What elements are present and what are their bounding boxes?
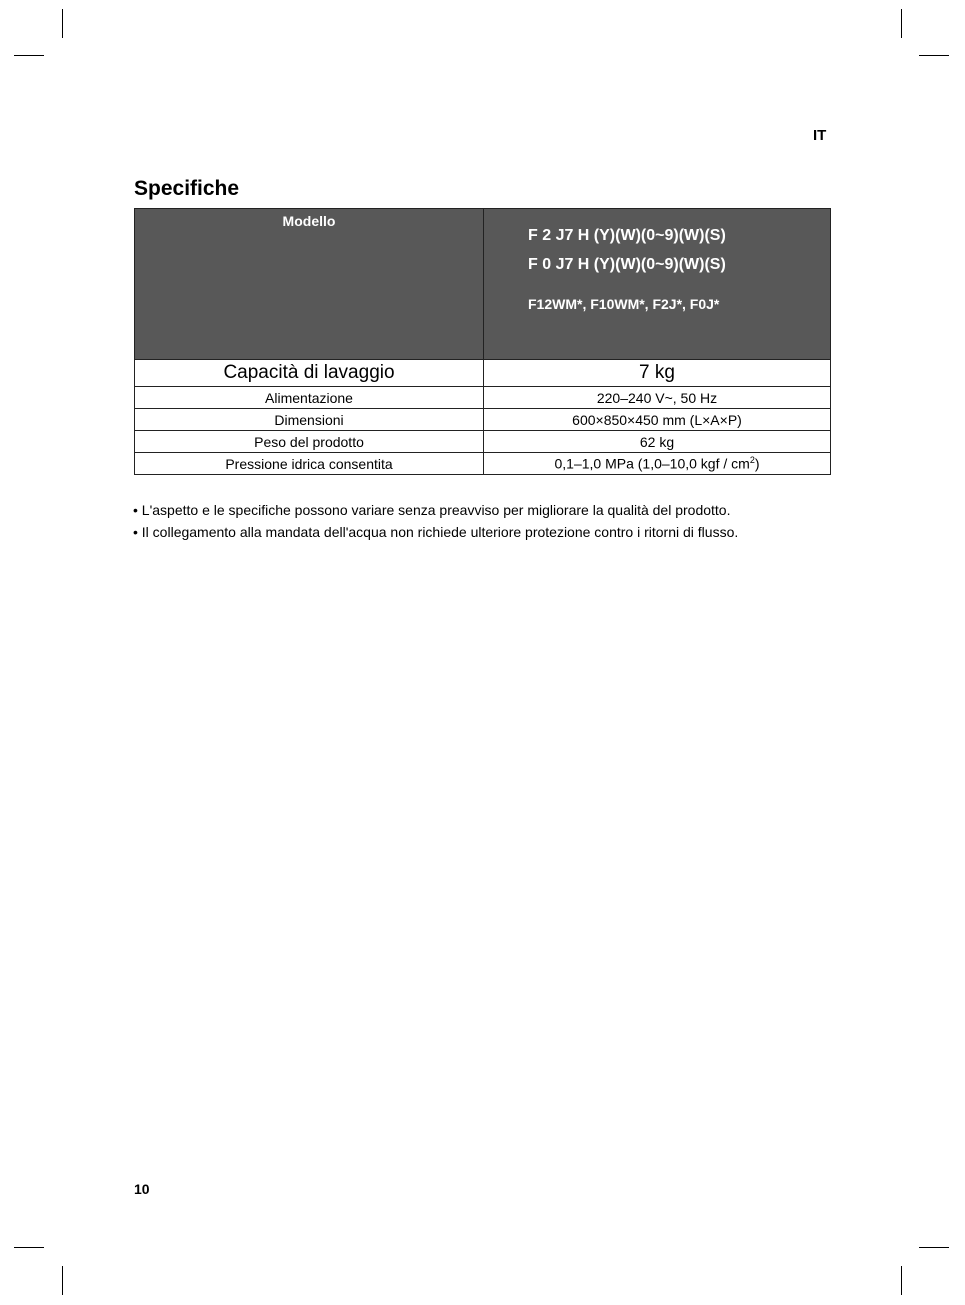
capacity-label: Capacità di lavaggio <box>135 360 484 387</box>
model-value-cell <box>484 209 831 360</box>
capacity-value: 7 kg <box>484 360 831 387</box>
crop-mark <box>901 9 902 38</box>
table-row <box>135 409 831 431</box>
model-label-cell <box>135 209 484 360</box>
spec-label: Peso del prodotto <box>135 431 484 453</box>
notes-list <box>133 500 738 543</box>
crop-mark <box>901 1266 902 1295</box>
model-list <box>484 209 830 312</box>
superscript: 2 <box>749 455 755 466</box>
table-row <box>135 360 831 387</box>
spec-value: 62 kg <box>484 431 831 453</box>
crop-mark <box>62 1266 63 1295</box>
spec-label: Dimensioni <box>135 409 484 431</box>
model-code: F 0 J7 H (Y)(W)(0~9)(W)(S) <box>528 256 726 273</box>
page-number: 10 <box>134 1181 150 1197</box>
table-row <box>135 387 831 409</box>
list-item: • Il collegamento alla mandata dell'acqua non richiede ulteriore protezione contro i ritorni di flusso. <box>133 522 738 544</box>
model-label: Modello <box>282 213 336 229</box>
spec-label: Pressione idrica consentita <box>135 453 484 475</box>
table-row <box>135 431 831 453</box>
spec-value: 600×850×450 mm (L×A×P) <box>484 409 831 431</box>
table-row <box>135 453 831 475</box>
spec-value-suffix: ) <box>754 455 760 472</box>
crop-mark <box>919 1247 949 1248</box>
crop-mark <box>14 1247 44 1248</box>
model-code: F 2 J7 H (Y)(W)(0~9)(W)(S) <box>528 227 726 244</box>
spec-value: 220–240 V~, 50 Hz <box>484 387 831 409</box>
spec-label: Alimentazione <box>135 387 484 409</box>
list-item: • L'aspetto e le specifiche possono variare senza preavviso per migliorare la qualità del prodotto. <box>133 500 738 522</box>
model-families: F12WM*, F10WM*, F2J*, F0J* <box>528 296 720 312</box>
specifications-table <box>134 208 831 475</box>
section-title: Specifiche <box>134 177 240 200</box>
spec-value: 0,1–1,0 MPa (1,0–10,0 kgf / cm <box>554 455 750 472</box>
spec-value-cell <box>484 453 831 475</box>
table-header-row <box>135 209 831 360</box>
crop-mark <box>14 55 44 56</box>
language-code: IT <box>813 127 827 144</box>
crop-mark <box>919 55 949 56</box>
crop-mark <box>62 9 63 38</box>
